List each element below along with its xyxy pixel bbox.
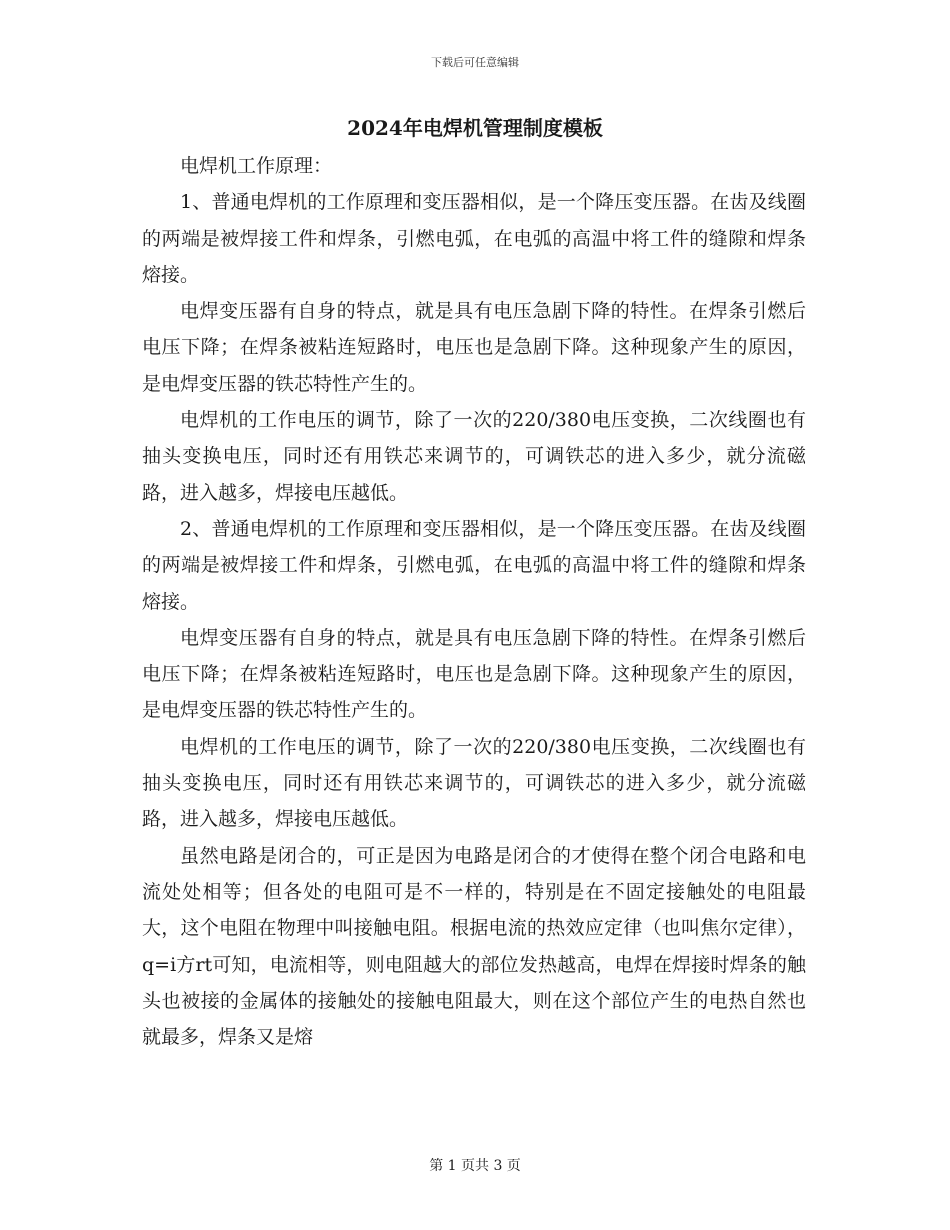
page-number-footer: 第 1 页共 3 页 xyxy=(429,1158,521,1174)
paragraph: 1、普通电焊机的工作原理和变压器相似，是一个降压变压器。在齿及线圈的两端是被焊接工件和焊条，引燃电弧，在电弧的高温中将工件的缝隙和焊条熔接。 xyxy=(142,191,806,286)
paragraph: 2、普通电焊机的工作原理和变压器相似，是一个降压变压器。在齿及线圈的两端是被焊接工件和焊条，引燃电弧，在电弧的高温中将工件的缝隙和焊条熔接。 xyxy=(142,517,806,613)
paragraph: 电焊机的工作电压的调节，除了一次的220/380电压变换，二次线圈也有抽头变换电压，同时还有用铁芯来调节的，可调铁芯的进入多少，就分流磁路，进入越多，焊接电压越低。 xyxy=(142,735,806,831)
paragraph-section-heading: 电焊机工作原理： xyxy=(180,155,333,177)
document-title: 2024年电焊机管理制度模板 xyxy=(347,116,603,140)
page-header-note: 下载后可任意编辑 xyxy=(431,56,519,69)
paragraph: 电焊变压器有自身的特点，就是具有电压急剧下降的特性。在焊条引燃后电压下降；在焊条被粘连短路时，电压也是急剧下降。这种现象产生的原因，是电焊变压器的铁芯特性产生的。 xyxy=(142,626,806,722)
paragraph: 虽然电路是闭合的，可正是因为电路是闭合的才使得在整个闭合电路和电流处处相等；但各处的电阻可是不一样的，特别是在不固定接触处的电阻最大，这个电阻在物理中叫接触电阻。根据电流的热效应定律（也叫焦尔定律），q=i方rt可知，电流相等，则电阻越大的部位发热越高，电焊在焊接时焊条的触头也被接的金属体的接触处的接触电阻最大，则在这个部位产生的电热自然也就最多，焊条又是熔 xyxy=(142,844,806,1049)
document-body xyxy=(142,148,806,1055)
paragraph: 电焊变压器有自身的特点，就是具有电压急剧下降的特性。在焊条引燃后电压下降；在焊条被粘连短路时，电压也是急剧下降。这种现象产生的原因，是电焊变压器的铁芯特性产生的。 xyxy=(142,300,806,395)
paragraph: 电焊机的工作电压的调节，除了一次的220/380电压变换，二次线圈也有抽头变换电压，同时还有用铁芯来调节的，可调铁芯的进入多少，就分流磁路，进入越多，焊接电压越低。 xyxy=(142,409,806,504)
